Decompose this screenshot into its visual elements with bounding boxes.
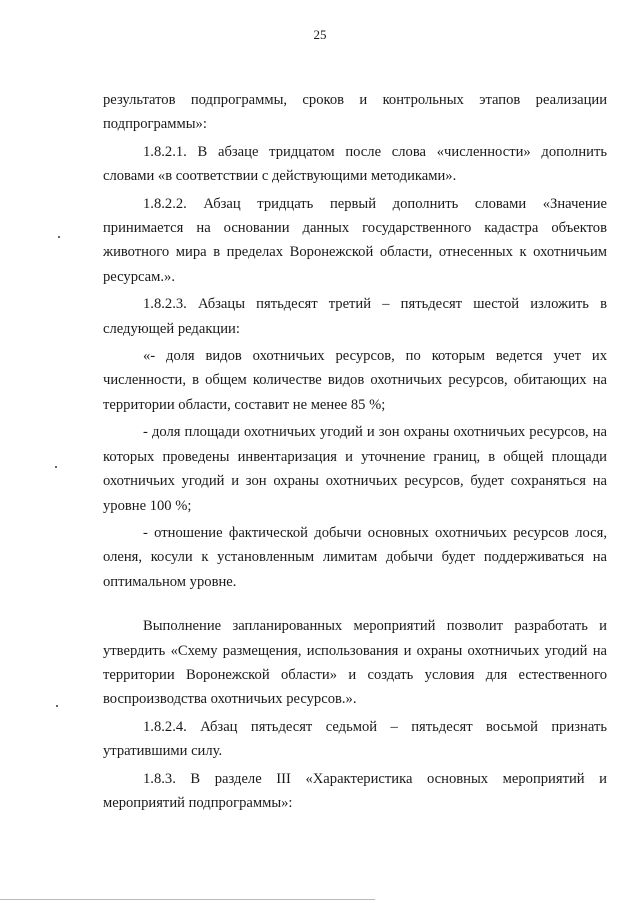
paragraph-implementation: Выполнение запланированных мероприятий позволит разработать и утвердить «Схему размещения, использования и охраны охотничьих угодий на территории Воронежской области» и создать условия для естественного воспроизводства охотничьих ресурсов.». xyxy=(103,618,607,708)
paragraph-quoted-item-1: «- доля видов охотничьих ресурсов, по которым ведется учет их численности, в общем количестве видов охотничьих ресурсов, обитающих на территории области, составит не менее 85 %; xyxy=(103,348,607,413)
scan-edge-line xyxy=(0,899,375,900)
scan-speck xyxy=(55,466,57,468)
document-body xyxy=(103,88,607,815)
scan-speck xyxy=(58,236,60,238)
paragraph-1-8-2-1: 1.8.2.1. В абзаце тридцатом после слова «численности» дополнить словами «в соответствии с действующими методиками». xyxy=(103,143,607,185)
scan-speck xyxy=(56,705,58,707)
paragraph-1-8-2-2: 1.8.2.2. Абзац тридцать первый дополнить словами «Значение принимается на основании данных государственного кадастра объектов животного мира в пределах Воронежской области, отнесенных к охотничьим ресурсам.». xyxy=(103,195,607,285)
paragraph-1-8-2-4: 1.8.2.4. Абзац пятьдесят седьмой – пятьдесят восьмой признать утратившими силу. xyxy=(103,718,607,760)
page-number: 25 xyxy=(313,27,327,42)
paragraph-1-8-3: 1.8.3. В разделе III «Характеристика основных мероприятий и мероприятий подпрограммы»: xyxy=(103,770,607,811)
paragraph-1-8-2-3: 1.8.2.3. Абзацы пятьдесят третий – пятьдесят шестой изложить в следующей редакции: xyxy=(103,296,607,337)
paragraph-quoted-item-3: - отношение фактической добычи основных охотничьих ресурсов лося, оленя, косули к установленным лимитам добычи будет поддерживаться на оптимальном уровне. xyxy=(103,524,607,590)
paragraph-quoted-item-2: - доля площади охотничьих угодий и зон охраны охотничьих ресурсов, на которых проведены инвентаризация и уточнение границ, в общей площади охотничьих угодий и зон охраны охотничьих ресурсов, будет сохраняться на уровне 100 %; xyxy=(103,424,607,514)
paragraph-continuation: результатов подпрограммы, сроков и контрольных этапов реализации подпрограммы»: xyxy=(103,92,607,133)
